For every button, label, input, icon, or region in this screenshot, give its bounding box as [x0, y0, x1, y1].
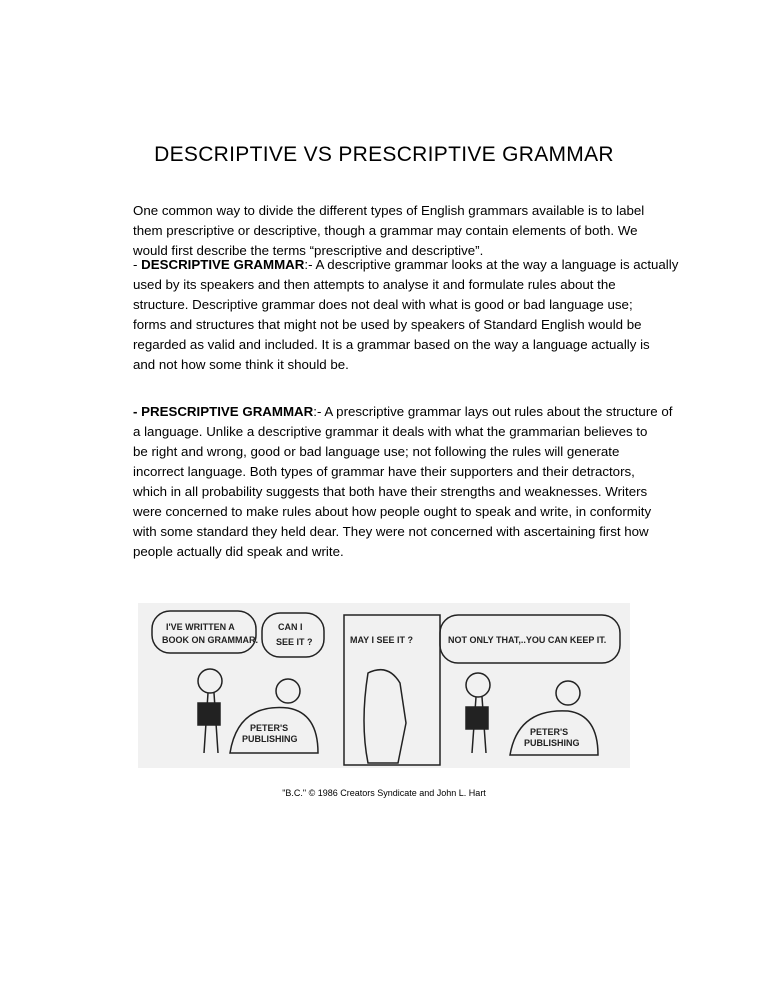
text-line: regarded as valid and included. It is a grammar based on the way a language actually is [133, 337, 650, 352]
bubble-text: NOT ONLY THAT,..YOU CAN KEEP IT. [448, 635, 607, 645]
character-torso [198, 703, 220, 725]
speech-bubble [262, 613, 324, 657]
bubble-text: CAN I [278, 622, 303, 632]
character-head [466, 673, 490, 697]
intro-paragraph [133, 201, 673, 261]
character-torso [466, 707, 488, 729]
speech-bubble [152, 611, 256, 653]
text-line: used by its speakers and then attempts to analyse it and formulate rules about the [133, 277, 616, 292]
text-line: forms and structures that might not be used by speakers of Standard English would be [133, 317, 642, 332]
bubble-text: MAY I SEE IT ? [350, 635, 414, 645]
descriptive-paragraph [133, 255, 679, 375]
text-line: people actually did speak and write. [133, 544, 344, 559]
page-title: DESCRIPTIVE VS PRESCRIPTIVE GRAMMAR [154, 143, 614, 166]
rock-label: PUBLISHING [242, 734, 298, 744]
comic-strip [138, 603, 630, 768]
text-line: :- A descriptive grammar looks at the way a language is actually [304, 257, 679, 272]
dash: - [133, 257, 142, 272]
descriptive-term: DESCRIPTIVE GRAMMAR [141, 257, 305, 272]
text-line: were concerned to make rules about how people ought to speak and write, in conformity [133, 504, 652, 519]
text-line: with some standard they held dear. They were not concerned with ascertaining first how [133, 524, 649, 539]
prescriptive-paragraph [133, 402, 673, 562]
text-line: a language. Unlike a descriptive grammar it deals with what the grammarian believes to [133, 424, 648, 439]
text-line: be right and wrong, good or bad language use; not following the rules will generate [133, 444, 620, 459]
rock-label: PETER'S [250, 723, 289, 733]
text-line: and not how some think it should be. [133, 357, 349, 372]
bubble-text: BOOK ON GRAMMAR. [162, 635, 258, 645]
bubble-text: I'VE WRITTEN A [166, 622, 235, 632]
character-head [276, 679, 300, 703]
character-head [556, 681, 580, 705]
bubble-text: SEE IT ? [276, 637, 313, 647]
rock-label: PETER'S [530, 727, 569, 737]
text-line: which in all probability suggests that both have their strengths and weaknesses. Writers [133, 484, 648, 499]
text-line: them prescriptive or descriptive, though a grammar may contain elements of both. We [133, 223, 638, 238]
comic-caption: "B.C." © 1986 Creators Syndicate and John L. Hart [282, 788, 486, 798]
text-line: :- A prescriptive grammar lays out rules about the structure of [313, 404, 673, 419]
prescriptive-term: - PRESCRIPTIVE GRAMMAR [133, 404, 314, 419]
character-head [364, 670, 406, 763]
rock-label: PUBLISHING [524, 738, 580, 748]
text-line: would first describe the terms “prescriptive and descriptive”. [133, 243, 484, 258]
text-line: structure. Descriptive grammar does not deal with what is good or bad language use; [133, 297, 633, 312]
text-line: One common way to divide the different types of English grammars available is to label [133, 203, 645, 218]
text-line: incorrect language. Both types of grammar have their supporters and their detractors, [133, 464, 635, 479]
character-head [198, 669, 222, 693]
